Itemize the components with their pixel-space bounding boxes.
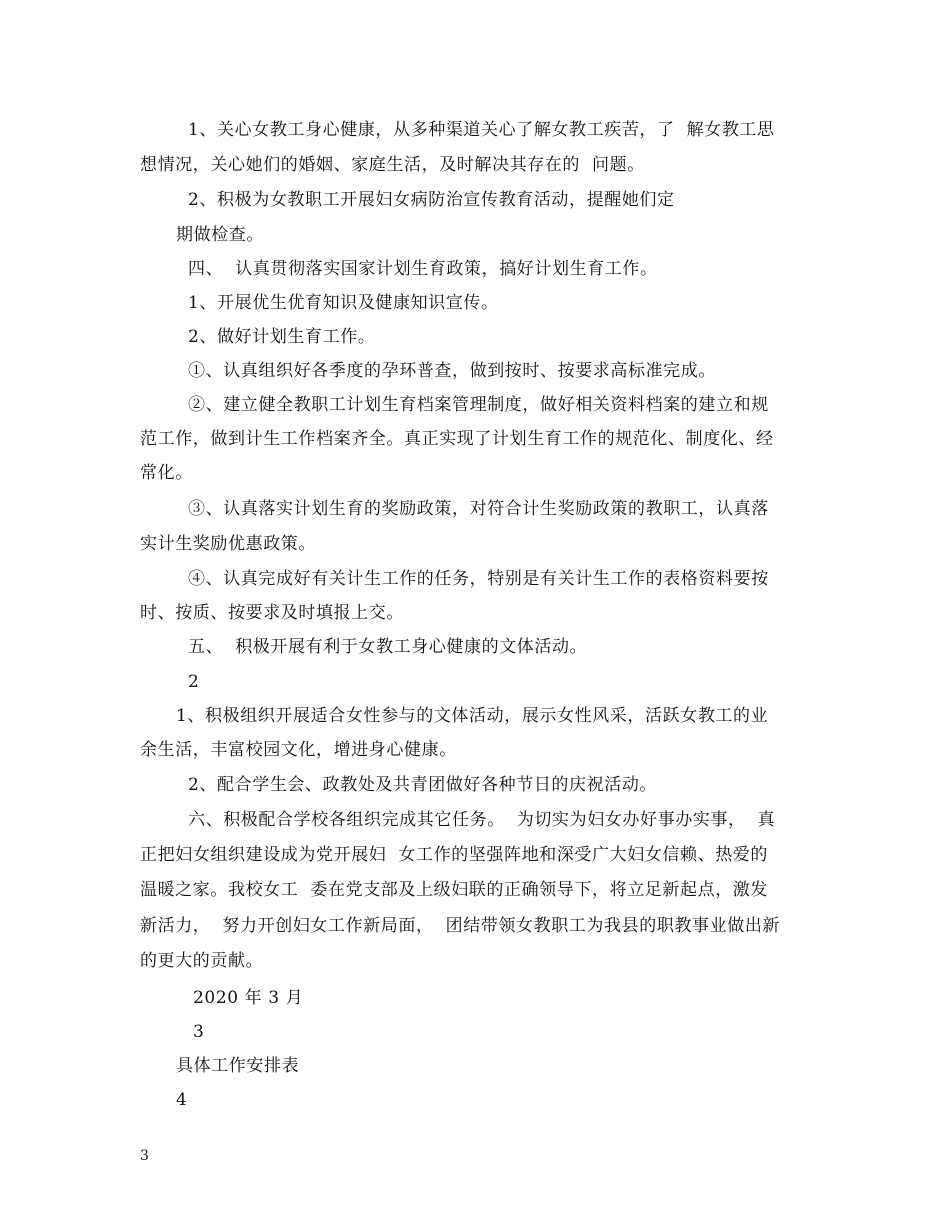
paragraph-line: 时、按质、按要求及时填报上交。 xyxy=(140,603,404,623)
inline-page-number: 3 xyxy=(193,1022,205,1042)
inline-page-number: 4 xyxy=(176,1090,188,1110)
section-heading: 四、 认真贯彻落实国家计划生育政策，搞好计划生育工作。 xyxy=(188,259,658,279)
paragraph-line: ①、认真组织好各季度的孕环普查，做到按时、按要求高标准完成。 xyxy=(188,361,716,381)
paragraph-line: 正把妇女组织建设成为党开展妇 女工作的坚强阵地和深受广大妇女信赖、热爱的 xyxy=(140,845,769,865)
paragraph-line: 六、积极配合学校各组织完成其它任务。 为切实为妇女办好事办实事， 真 xyxy=(188,810,776,830)
paragraph-line: 余生活，丰富校园文化，增进身心健康。 xyxy=(140,740,457,760)
paragraph-line: 2、做好计划生育工作。 xyxy=(188,327,376,347)
paragraph-line: 2、积极为女教职工开展妇女病防治宣传教育活动，提醒她们定 xyxy=(188,190,675,210)
paragraph-line: 新活力， 努力开创妇女工作新局面， 团结带领女教职工为我县的职教事业做出新 xyxy=(140,916,781,936)
paragraph-line: 温暖之家。我校女工 委在党支部及上级妇联的正确领导下，将立足新起点，激发 xyxy=(140,880,769,900)
paragraph-line: 1、关心女教工身心健康，从多种渠道关心了解女教工疾苦，了 解女教工思 xyxy=(188,120,775,140)
section-heading: 五、 积极开展有利于女教工身心健康的文体活动。 xyxy=(188,637,588,657)
paragraph-line: 1、积极组织开展适合女性参与的文体活动，展示女性风采，活跃女教工的业 xyxy=(176,706,769,726)
paragraph-line: 期做检查。 xyxy=(176,225,264,245)
document-date: 2020 年 3 月 xyxy=(193,988,304,1008)
inline-page-number: 2 xyxy=(188,672,200,692)
paragraph-line: 常化。 xyxy=(140,463,193,483)
section-title: 具体工作安排表 xyxy=(176,1056,300,1076)
paragraph-line: 想情况，关心她们的婚姻、家庭生活，及时解决其存在的 问题。 xyxy=(140,155,645,175)
paragraph-line: ②、建立健全教职工计划生育档案管理制度，做好相关资料档案的建立和规 xyxy=(188,395,769,415)
paragraph-line: 范工作，做到计生工作档案齐全。真正实现了计划生育工作的规范化、制度化、经 xyxy=(140,429,774,449)
page-number-footer: 3 xyxy=(140,1148,149,1164)
paragraph-line: ③、认真落实计划生育的奖励政策，对符合计生奖励政策的教职工，认真落 xyxy=(188,499,769,519)
paragraph-line: 2、配合学生会、政教处及共青团做好各种节日的庆祝活动。 xyxy=(188,775,658,795)
paragraph-line: ④、认真完成好有关计生工作的任务，特别是有关计生工作的表格资料要按 xyxy=(188,569,769,589)
paragraph-line: 的更大的贡献。 xyxy=(140,951,264,971)
paragraph-line: 实计生奖励优惠政策。 xyxy=(140,534,316,554)
paragraph-line: 1、开展优生优育知识及健康知识宣传。 xyxy=(188,293,499,313)
